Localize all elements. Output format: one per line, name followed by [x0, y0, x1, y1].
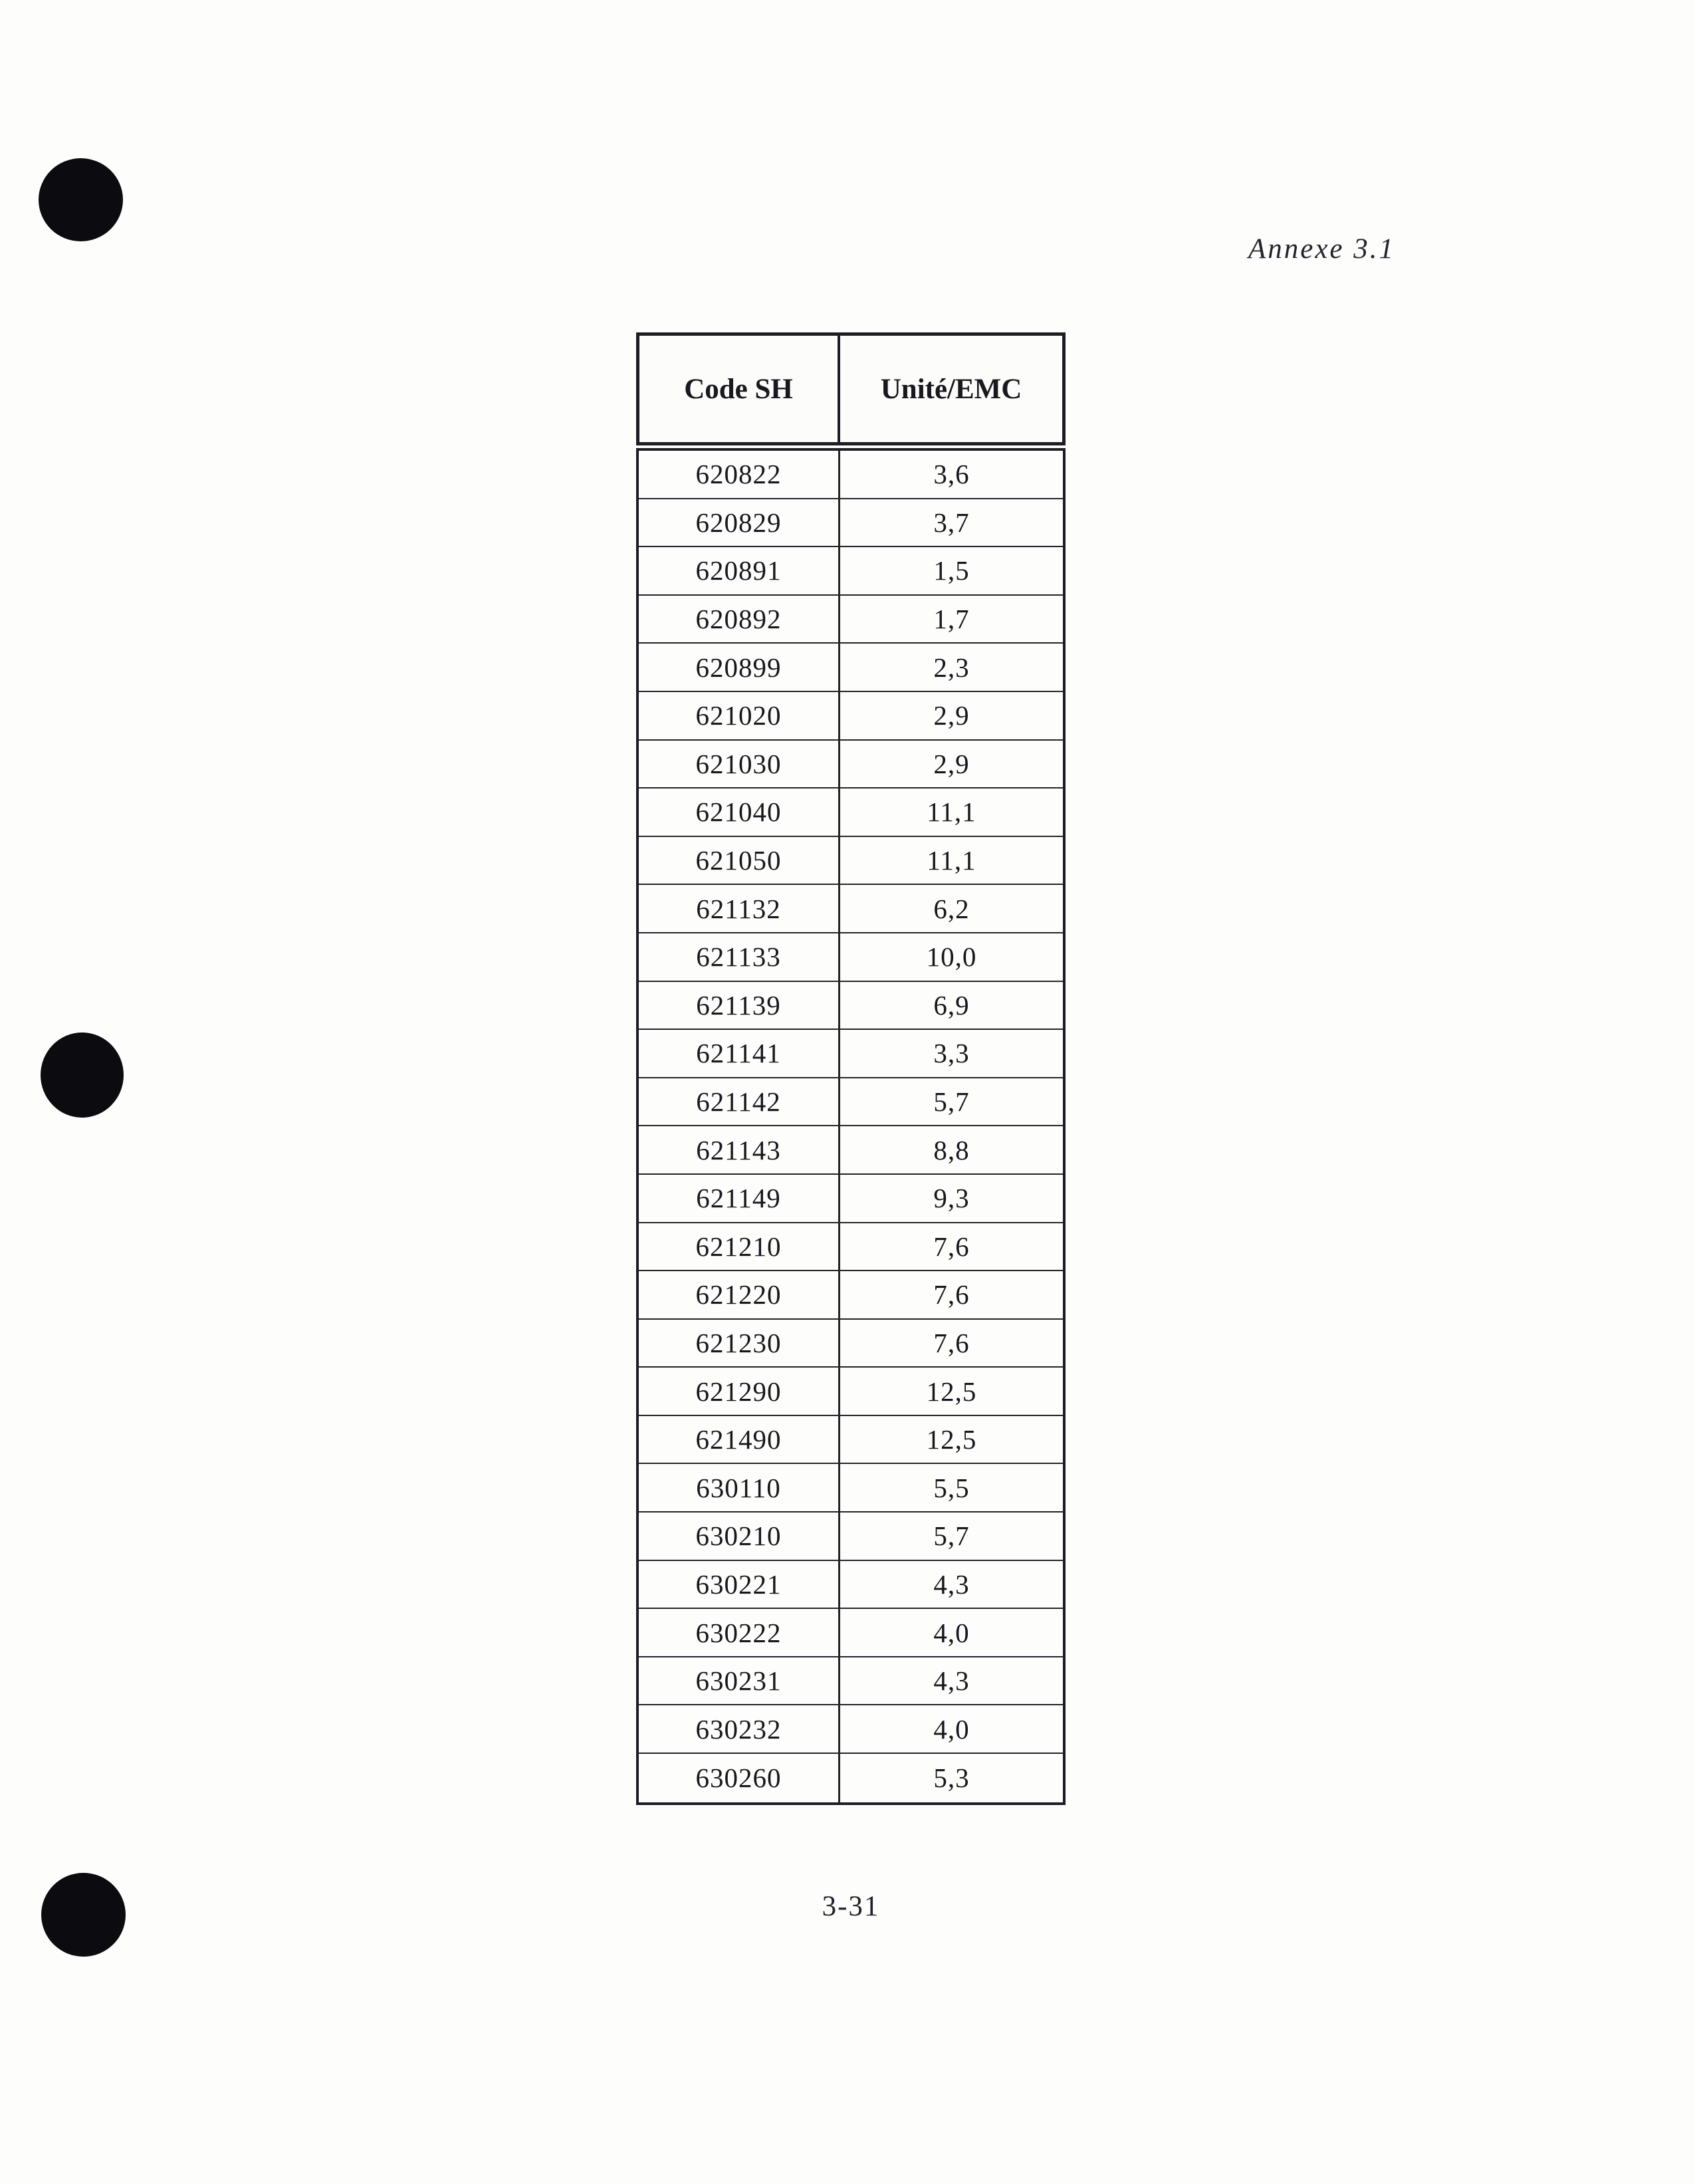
code-sh-cell: 630260 [639, 1754, 840, 1802]
code-sh-cell: 630222 [639, 1609, 840, 1656]
unite-emc-cell: 2,3 [933, 652, 970, 683]
code-sh-cell: 621050 [639, 837, 840, 884]
code-sh-cell: 621290 [639, 1368, 840, 1415]
code-sh-cell: 621142 [639, 1078, 840, 1126]
table-row [639, 1320, 1063, 1368]
code-sh-cell: 630232 [639, 1705, 840, 1753]
unite-emc-cell: 3,3 [933, 1038, 970, 1069]
unite-emc-cell: 5,7 [933, 1086, 970, 1118]
code-sh-cell: 621132 [639, 885, 840, 932]
unite-emc-cell: 12,5 [926, 1376, 977, 1407]
codes-table [636, 332, 1066, 1805]
code-sh-cell: 621020 [639, 692, 840, 739]
code-sh-cell: 620891 [639, 547, 840, 594]
unite-emc-cell: 4,3 [933, 1568, 970, 1600]
unite-emc-cell: 11,1 [927, 845, 976, 876]
unite-emc-cell: 6,2 [933, 893, 970, 924]
unite-emc-cell: 7,6 [933, 1327, 970, 1358]
unite-emc-cell: 1,5 [933, 555, 970, 586]
unite-emc-cell: 7,6 [933, 1231, 970, 1262]
unite-emc-cell: 5,5 [933, 1472, 970, 1503]
code-sh-cell: 630231 [639, 1657, 840, 1705]
table-row [639, 885, 1063, 933]
table-row [639, 933, 1063, 982]
unite-emc-cell: 9,3 [933, 1183, 970, 1214]
code-sh-cell: 621040 [639, 789, 840, 836]
code-sh-cell: 621030 [639, 741, 840, 788]
unite-emc-cell: 4,0 [933, 1713, 970, 1745]
table-row [639, 1513, 1063, 1561]
table-row [639, 1657, 1063, 1706]
annexe-label: Annexe 3.1 [1248, 233, 1396, 265]
punch-hole-middle-icon [41, 1032, 124, 1118]
punch-hole-bottom-icon [41, 1873, 126, 1957]
table-row [639, 596, 1063, 644]
table-row [639, 982, 1063, 1031]
table-row [639, 1416, 1063, 1465]
code-sh-cell: 620822 [639, 451, 840, 498]
table-row [639, 741, 1063, 789]
unite-emc-cell: 6,9 [933, 989, 970, 1021]
code-sh-cell: 630221 [639, 1561, 840, 1608]
unite-emc-cell: 11,1 [927, 796, 976, 828]
column-header-unite-emc: Unité/EMC [880, 373, 1022, 405]
table-row [639, 1561, 1063, 1610]
table-row [639, 1464, 1063, 1513]
unite-emc-cell: 8,8 [933, 1134, 970, 1165]
table-row [639, 692, 1063, 741]
code-sh-cell: 621490 [639, 1416, 840, 1463]
table-row [639, 451, 1063, 499]
table-row [639, 499, 1063, 548]
code-sh-cell: 630110 [639, 1464, 840, 1511]
unite-emc-cell: 2,9 [933, 748, 970, 779]
code-sh-cell: 621141 [639, 1030, 840, 1077]
table-row [639, 1078, 1063, 1127]
punch-hole-top-icon [39, 158, 123, 241]
unite-emc-cell: 1,7 [933, 604, 970, 635]
page-number: 3-31 [822, 1891, 880, 1922]
unite-emc-cell: 3,7 [933, 507, 970, 538]
code-sh-cell: 621230 [639, 1320, 840, 1367]
table-body [636, 448, 1066, 1805]
code-sh-cell: 621149 [639, 1175, 840, 1222]
code-sh-cell: 620899 [639, 644, 840, 691]
code-sh-cell: 630210 [639, 1513, 840, 1560]
unite-emc-cell: 7,6 [933, 1279, 970, 1310]
table-row [639, 1368, 1063, 1416]
unite-emc-cell: 3,6 [933, 459, 970, 490]
unite-emc-cell: 5,7 [933, 1520, 970, 1552]
column-header-code-sh: Code SH [639, 336, 840, 442]
code-sh-cell: 621210 [639, 1223, 840, 1271]
code-sh-cell: 621139 [639, 982, 840, 1029]
table-row [639, 644, 1063, 692]
unite-emc-cell: 10,0 [926, 941, 977, 973]
table-row [639, 1030, 1063, 1078]
table-row [639, 1126, 1063, 1175]
table-row [639, 1271, 1063, 1320]
table-row [639, 1705, 1063, 1754]
table-row [639, 1223, 1063, 1272]
unite-emc-cell: 5,3 [933, 1762, 970, 1794]
unite-emc-cell: 4,3 [933, 1665, 970, 1697]
code-sh-cell: 620892 [639, 596, 840, 643]
unite-emc-cell: 4,0 [933, 1617, 970, 1648]
code-sh-cell: 621133 [639, 933, 840, 981]
code-sh-cell: 621143 [639, 1126, 840, 1173]
table-row [639, 1754, 1063, 1802]
table-row [639, 1609, 1063, 1657]
unite-emc-cell: 12,5 [926, 1424, 977, 1455]
code-sh-cell: 621220 [639, 1271, 840, 1318]
unite-emc-cell: 2,9 [933, 700, 970, 731]
table-row [639, 1175, 1063, 1223]
table-row [639, 837, 1063, 886]
table-row [639, 789, 1063, 837]
table-header-row [636, 332, 1066, 445]
table-row [639, 547, 1063, 596]
code-sh-cell: 620829 [639, 499, 840, 546]
